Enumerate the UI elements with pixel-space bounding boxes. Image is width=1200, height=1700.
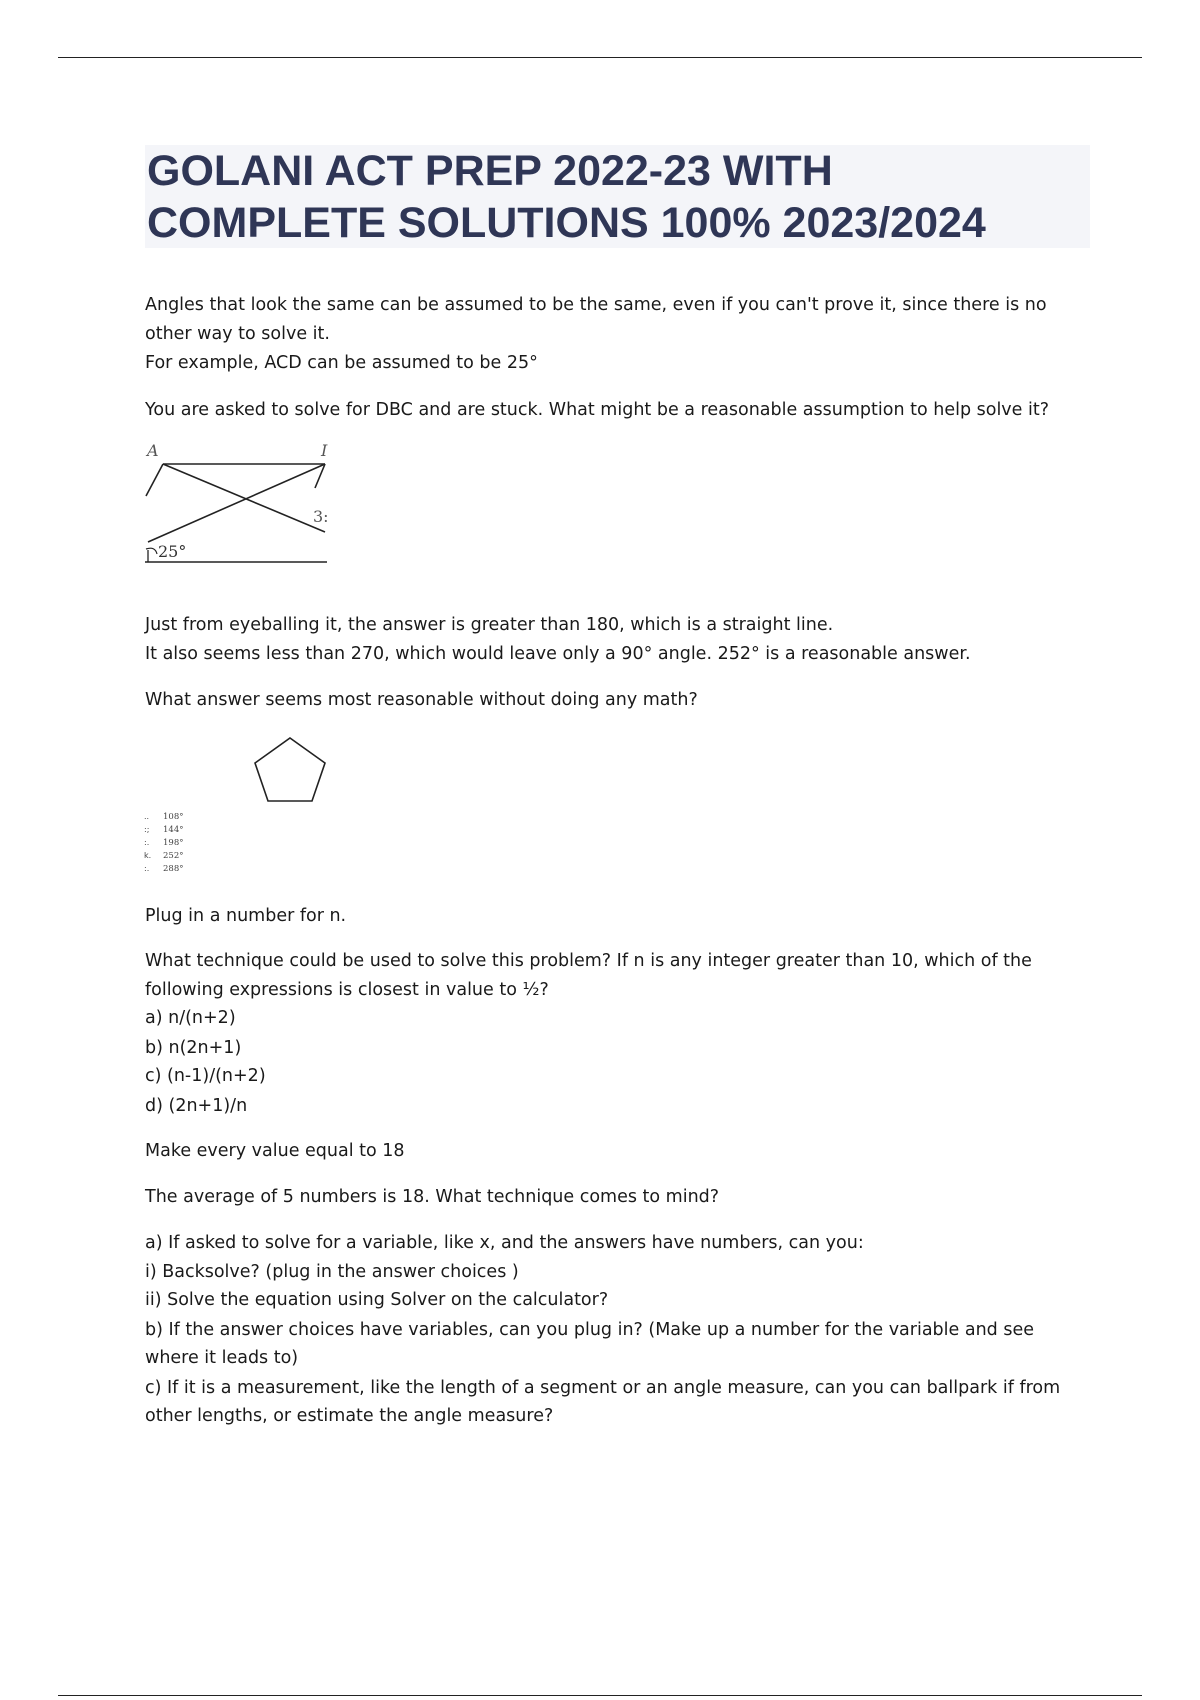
option-marker: :.: [144, 864, 150, 873]
paragraph-line: It also seems less than 270, which would leave only a 90° angle. 252° is a reasonable answer.: [145, 644, 971, 664]
list-line: ii) Solve the equation using Solver on the calculator?: [145, 1290, 609, 1310]
label-angle-left: 25°: [158, 542, 187, 561]
question-text: following expressions is closest in value to ½?: [145, 980, 549, 1000]
angle-diagram-figure: [143, 438, 333, 568]
answer-text: Plug in a number for n.: [145, 906, 347, 926]
paragraph-line: For example, ACD can be assumed to be 25°: [145, 353, 538, 373]
question-text: You are asked to solve for DBC and are stuck. What might be a reasonable assumption to help solve it?: [145, 400, 1050, 420]
choice-item: a) n/(n+2): [145, 1008, 236, 1028]
list-line: where it leads to): [145, 1348, 299, 1368]
list-line: a) If asked to solve for a variable, like x, and the answers have numbers, can you:: [145, 1233, 864, 1253]
label-a: A: [147, 441, 159, 460]
paragraph-line: Angles that look the same can be assumed to be the same, even if you can't prove it, since there is no: [145, 295, 1047, 315]
angle-diagram: [143, 438, 333, 568]
option-marker: ..: [144, 812, 150, 821]
list-line: i) Backsolve? (plug in the answer choices ): [145, 1262, 519, 1282]
option-marker: :;: [144, 825, 150, 834]
question-text: The average of 5 numbers is 18. What technique comes to mind?: [145, 1187, 720, 1207]
option-value: 198°: [163, 838, 184, 848]
option-marker: :.: [144, 838, 150, 847]
option-value: 252°: [163, 851, 184, 861]
question-text: What technique could be used to solve this problem? If n is any integer greater than 10, which of the: [145, 951, 1032, 971]
pentagon-figure: [250, 733, 330, 805]
choice-item: c) (n-1)/(n+2): [145, 1066, 266, 1086]
left-edge: [146, 464, 163, 496]
top-rule: [58, 57, 1142, 58]
list-line: b) If the answer choices have variables, can you plug in? (Make up a number for the variable and see: [145, 1320, 1034, 1340]
question-text: What answer seems most reasonable without doing any math?: [145, 690, 698, 710]
choice-item: b) n(2n+1): [145, 1038, 242, 1058]
list-line: other lengths, or estimate the angle measure?: [145, 1406, 554, 1426]
bottom-rule: [58, 1695, 1142, 1696]
document-title-line-2: COMPLETE SOLUTIONS 100% 2023/2024: [147, 199, 986, 247]
choice-item: d) (2n+1)/n: [145, 1096, 248, 1116]
option-value: 108°: [163, 812, 184, 822]
document-title-line-1: GOLANI ACT PREP 2022-23 WITH: [147, 147, 833, 195]
label-d: I: [321, 441, 328, 460]
title-block: [145, 145, 1090, 248]
option-value: 288°: [163, 864, 184, 874]
option-value: 144°: [163, 825, 184, 835]
pentagon-shape: [255, 738, 325, 801]
answer-options: [143, 810, 203, 878]
answer-text: Make every value equal to 18: [145, 1141, 405, 1161]
option-marker: k.: [144, 851, 152, 860]
list-line: c) If it is a measurement, like the length of a segment or an angle measure, can you can ballpark if from: [145, 1378, 1061, 1398]
paragraph-line: Just from eyeballing it, the answer is greater than 180, which is a straight line.: [145, 615, 834, 635]
answer-options-figure: [143, 810, 203, 878]
pentagon-diagram: [250, 733, 330, 805]
diagonal-db: [148, 464, 325, 542]
paragraph-line: other way to solve it.: [145, 324, 330, 344]
label-angle-right: 3:: [313, 507, 329, 526]
